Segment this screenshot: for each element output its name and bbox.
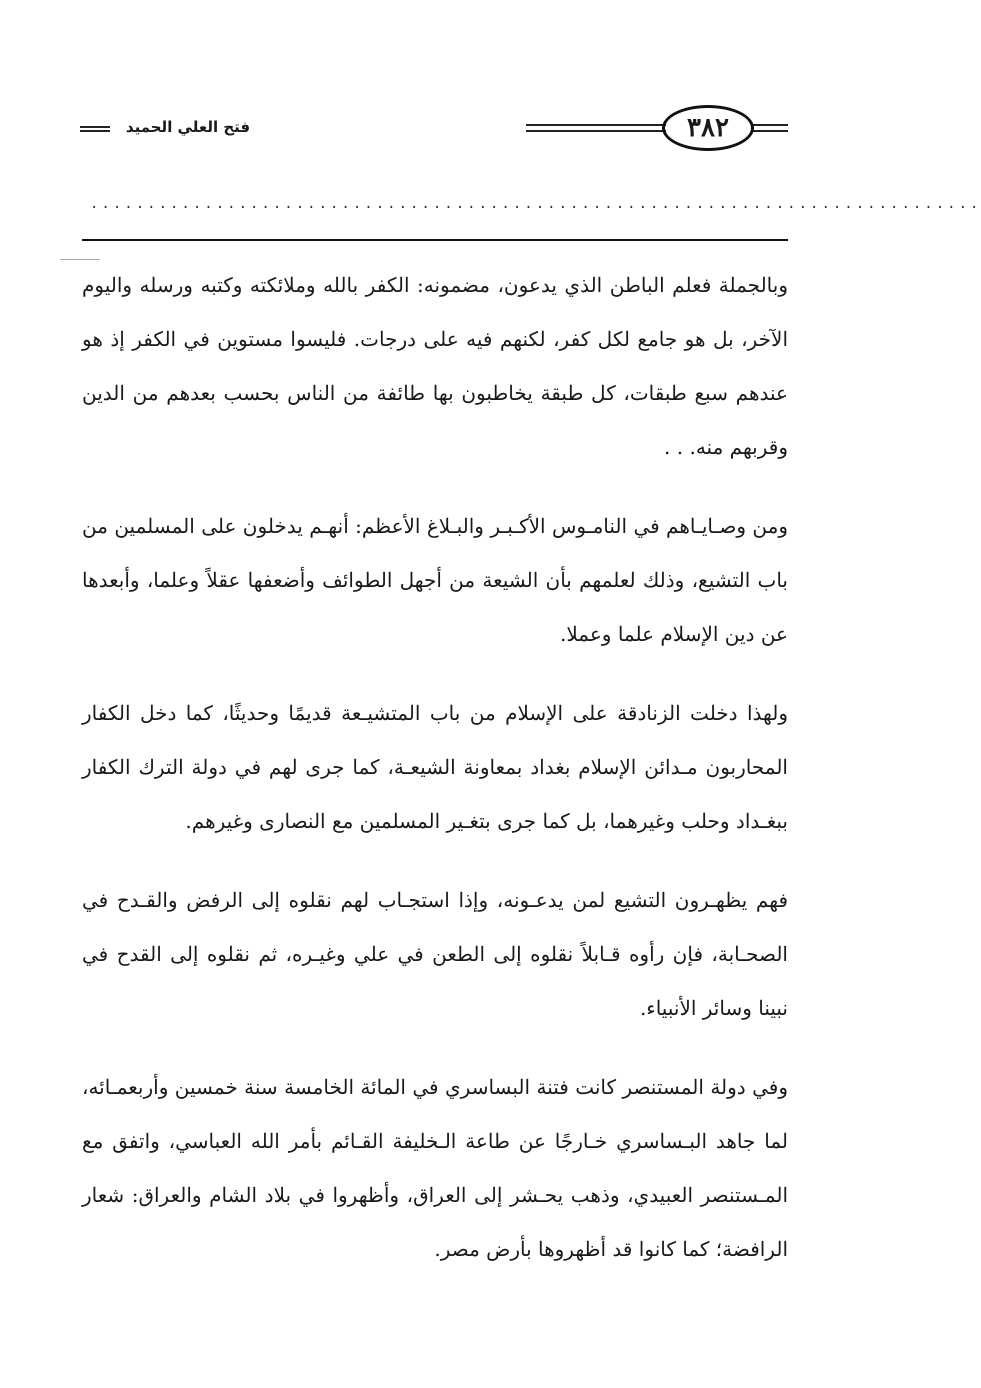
header-rule-right [526,124,666,126]
paragraph: وفي دولة المستنصر كانت فتنة البساسري في المائة الخامسة سنة خمسين وأربعمـائه، لما جاهد البـساسري خـارجًا عن طاعة الـخليفة القـائم بأمر الله العباسي، واتفق مع المـستنصر العبيدي، وذهب يحـشر إلى العراق، وأظهروا في بلاد الشام والعراق: شعار الرافضة؛ كما كانوا قد أظهروها بأرض مصر. [82,1075,788,1261]
book-title: فتح العلي الحميد [125,118,251,136]
paragraph: ولهذا دخلت الزنادقة على الإسلام من باب المتشيـعة قديمًا وحديثًا، كما دخل الكفار المحاربون مـدائن الإسلام بغداد بمعاونة الشيعـة، كما جرى لهم في دولة الترك الكفار ببغـداد وحلب وغيرهما، بل كما جرى بتغـير المسلمين مع النصارى وغيرهم. [82,701,788,833]
page-number: ٣٨٢ [662,105,754,151]
header-rule-right [526,130,666,132]
header-rule-right [752,124,788,126]
paragraph: فهم يظهـرون التشيع لمن يدعـونه، وإذا استجـاب لهم نقلوه إلى الرفض والقـدح في الصحـابة، فإن رأوه قـابلاً نقلوه إلى الطعن في علي وغيـره، ثم نقلوه إلى القدح في نبينا وسائر الأنبياء. [82,888,788,1020]
header-rule-right [752,130,788,132]
dotted-separator: .............................................................................. [90,196,981,212]
header-separator-line [82,239,788,241]
body-text [82,258,788,1301]
header-rule-left [80,126,110,132]
paragraph: وبالجملة فعلم الباطن الذي يدعون، مضمونه: الكفر بالله وملائكته وكتبه ورسله واليوم الآخر، بل هو جامع لكل كفر، لكنهم فيه على درجات. فليسوا مستوين في الكفر إذ هو عندهم سبع طبقات، كل طبقة يخاطبون بها طائفة من الناس بحسب بعدهم من الدين وقربهم منه. . . [82,273,788,459]
paragraph: ومن وصـايـاهم في النامـوس الأكـبـر والبـلاغ الأعظم: أنهـم يدخلون على المسلمين من باب التشيع، وذلك لعلمهم بأن الشيعة من أجهل الطوائف وأضعفها عقلاً وعلما، وأبعدها عن دين الإسلام علما وعملا. [82,514,788,646]
